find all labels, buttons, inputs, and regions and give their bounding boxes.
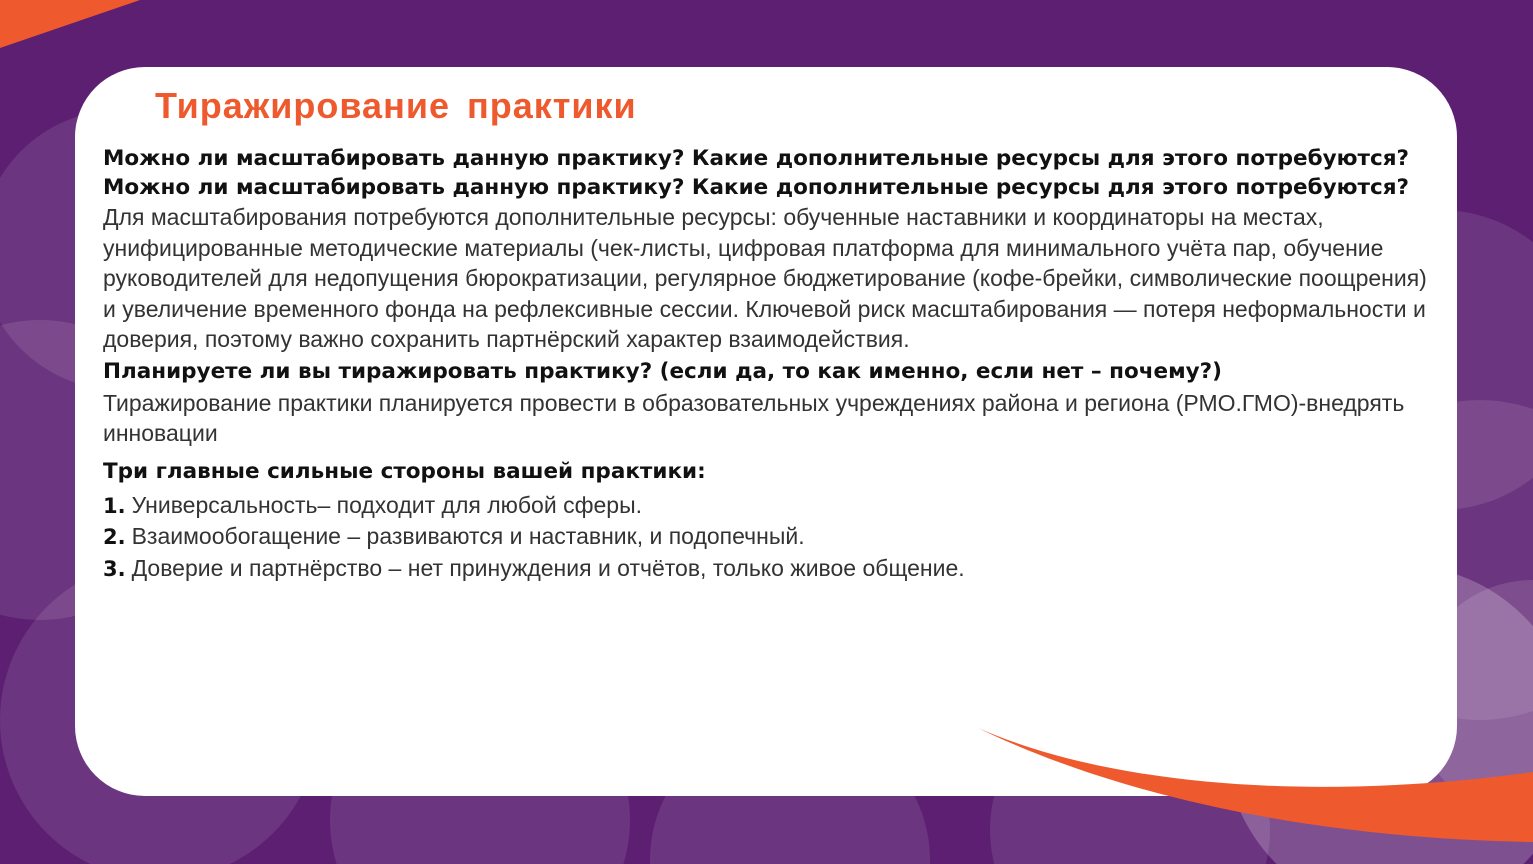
question-replication: Планируете ли вы тиражировать практику? (если да, то как именно, если нет – почему?) (103, 358, 1222, 384)
strengths-heading: Три главные сильные стороны вашей практики: (103, 458, 706, 484)
answer-scaling: Для масштабирования потребуются дополнительные ресурсы: обученные наставники и координаторы на местах, унифицированные методические материалы (чек-листы, цифровая платформа для минимального учёта пар, обучение руководителей для недопущения бюрократизации, регулярное бюджетирование (кофе-брейки, символические поощрения) и увеличение временного фонда на рефлексивные сессии. Ключевой риск масштабирования — потеря неформальности и доверия, поэтому важно сохранить партнёрский характер взаимодействия. (103, 204, 1427, 352)
list-item-text: Взаимообогащение – развиваются и наставник, и подопечный. (131, 523, 805, 549)
list-item-number: 3. (103, 556, 126, 581)
list-item-text: Универсальность– подходит для любой сферы. (131, 491, 643, 518)
list-item-text: Доверие и партнёрство – нет принуждения и отчётов, только живое общение. (131, 554, 965, 581)
list-item-number: 1. (103, 493, 126, 518)
question-scaling: Можно ли масштабировать данную практику? Какие дополнительные ресурсы для этого потребуются? Можно ли масштабировать данную практику? Какие дополнительные ресурсы для этого потребуются? (103, 146, 1410, 200)
answer-replication: Тиражирование практики планируется провести в образовательных учреждениях района и региона (РМО.ГМО)-внедрять инновации (103, 389, 1405, 446)
slide-title: Тиражирование практики (155, 85, 637, 126)
list-item-number: 2. (103, 525, 126, 549)
